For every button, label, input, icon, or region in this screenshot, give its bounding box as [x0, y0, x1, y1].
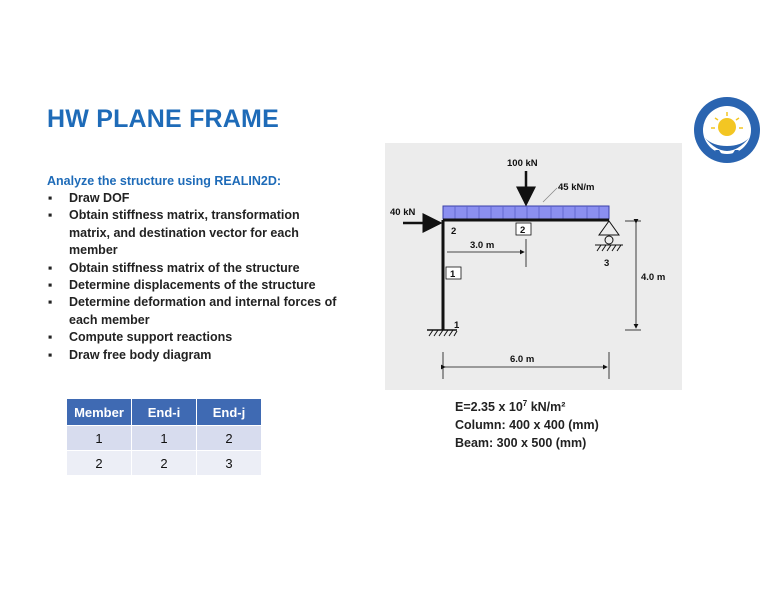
dimension-load-position-label: 3.0 m [470, 240, 495, 251]
table-cell: 2 [67, 451, 132, 476]
node-3-label: 3 [604, 258, 610, 269]
task-item: ▪ Obtain stiffness matrix of the structure [48, 260, 338, 277]
bullet-icon: ▪ [48, 278, 53, 293]
table-row [67, 426, 262, 451]
column-section: Column: 400 x 400 (mm) [455, 418, 599, 432]
distributed-load-label: 45 kN/m [558, 182, 595, 193]
table-cell: 1 [132, 426, 197, 451]
column-header: End-j [197, 399, 262, 426]
distributed-load [443, 206, 609, 219]
table-row [67, 451, 262, 476]
table-cell: 2 [197, 426, 262, 451]
member-2-label: 2 [520, 225, 526, 236]
task-item: ▪ Determine displacements of the structure [48, 277, 338, 294]
elastic-modulus: E=2.35 x $10^7$ kN/m² [455, 398, 566, 414]
intro-heading: Analyze the structure using REALIN2D: [47, 174, 282, 188]
bullet-icon: ▪ [48, 208, 53, 223]
horizontal-load-label: 40 kN [390, 207, 416, 218]
table-cell: 1 [67, 426, 132, 451]
beam-section: Beam: 300 x 500 (mm) [455, 436, 587, 450]
column-header: Member [67, 399, 132, 426]
bullet-icon: ▪ [48, 330, 53, 345]
bullet-icon: ▪ [48, 347, 53, 362]
page-title: HW PLANE FRAME [47, 105, 279, 133]
task-item: ▪ Obtain stiffness matrix, transformation matrix, and destination vector for each member [48, 208, 300, 258]
table-header-row [67, 399, 262, 426]
frame-diagram [385, 143, 682, 390]
dimension-span-label: 6.0 m [510, 354, 535, 365]
dimension-height-label: 4.0 m [641, 272, 666, 283]
table-cell: 2 [132, 451, 197, 476]
member-1-label: 1 [450, 269, 456, 280]
task-item: ▪ Draw DOF [48, 190, 338, 207]
task-item: ▪ Determine deformation and internal forces of each member [48, 295, 337, 327]
bullet-icon: ▪ [48, 295, 53, 310]
table-cell: 3 [197, 451, 262, 476]
material-properties [455, 398, 599, 452]
task-item: ▪ Draw free body diagram [48, 347, 338, 364]
point-load-label: 100 kN [507, 158, 538, 169]
bullet-icon: ▪ [48, 191, 53, 205]
column-header: End-i [132, 399, 197, 426]
node-2-label: 2 [451, 226, 457, 237]
university-logo [691, 94, 763, 172]
member-table [66, 398, 262, 476]
task-list [48, 190, 338, 364]
bullet-icon: ▪ [48, 260, 53, 275]
node-1-label: 1 [454, 320, 460, 331]
roller-support [595, 221, 623, 251]
fixed-support [427, 330, 457, 336]
task-item: ▪ Compute support reactions [48, 329, 338, 346]
